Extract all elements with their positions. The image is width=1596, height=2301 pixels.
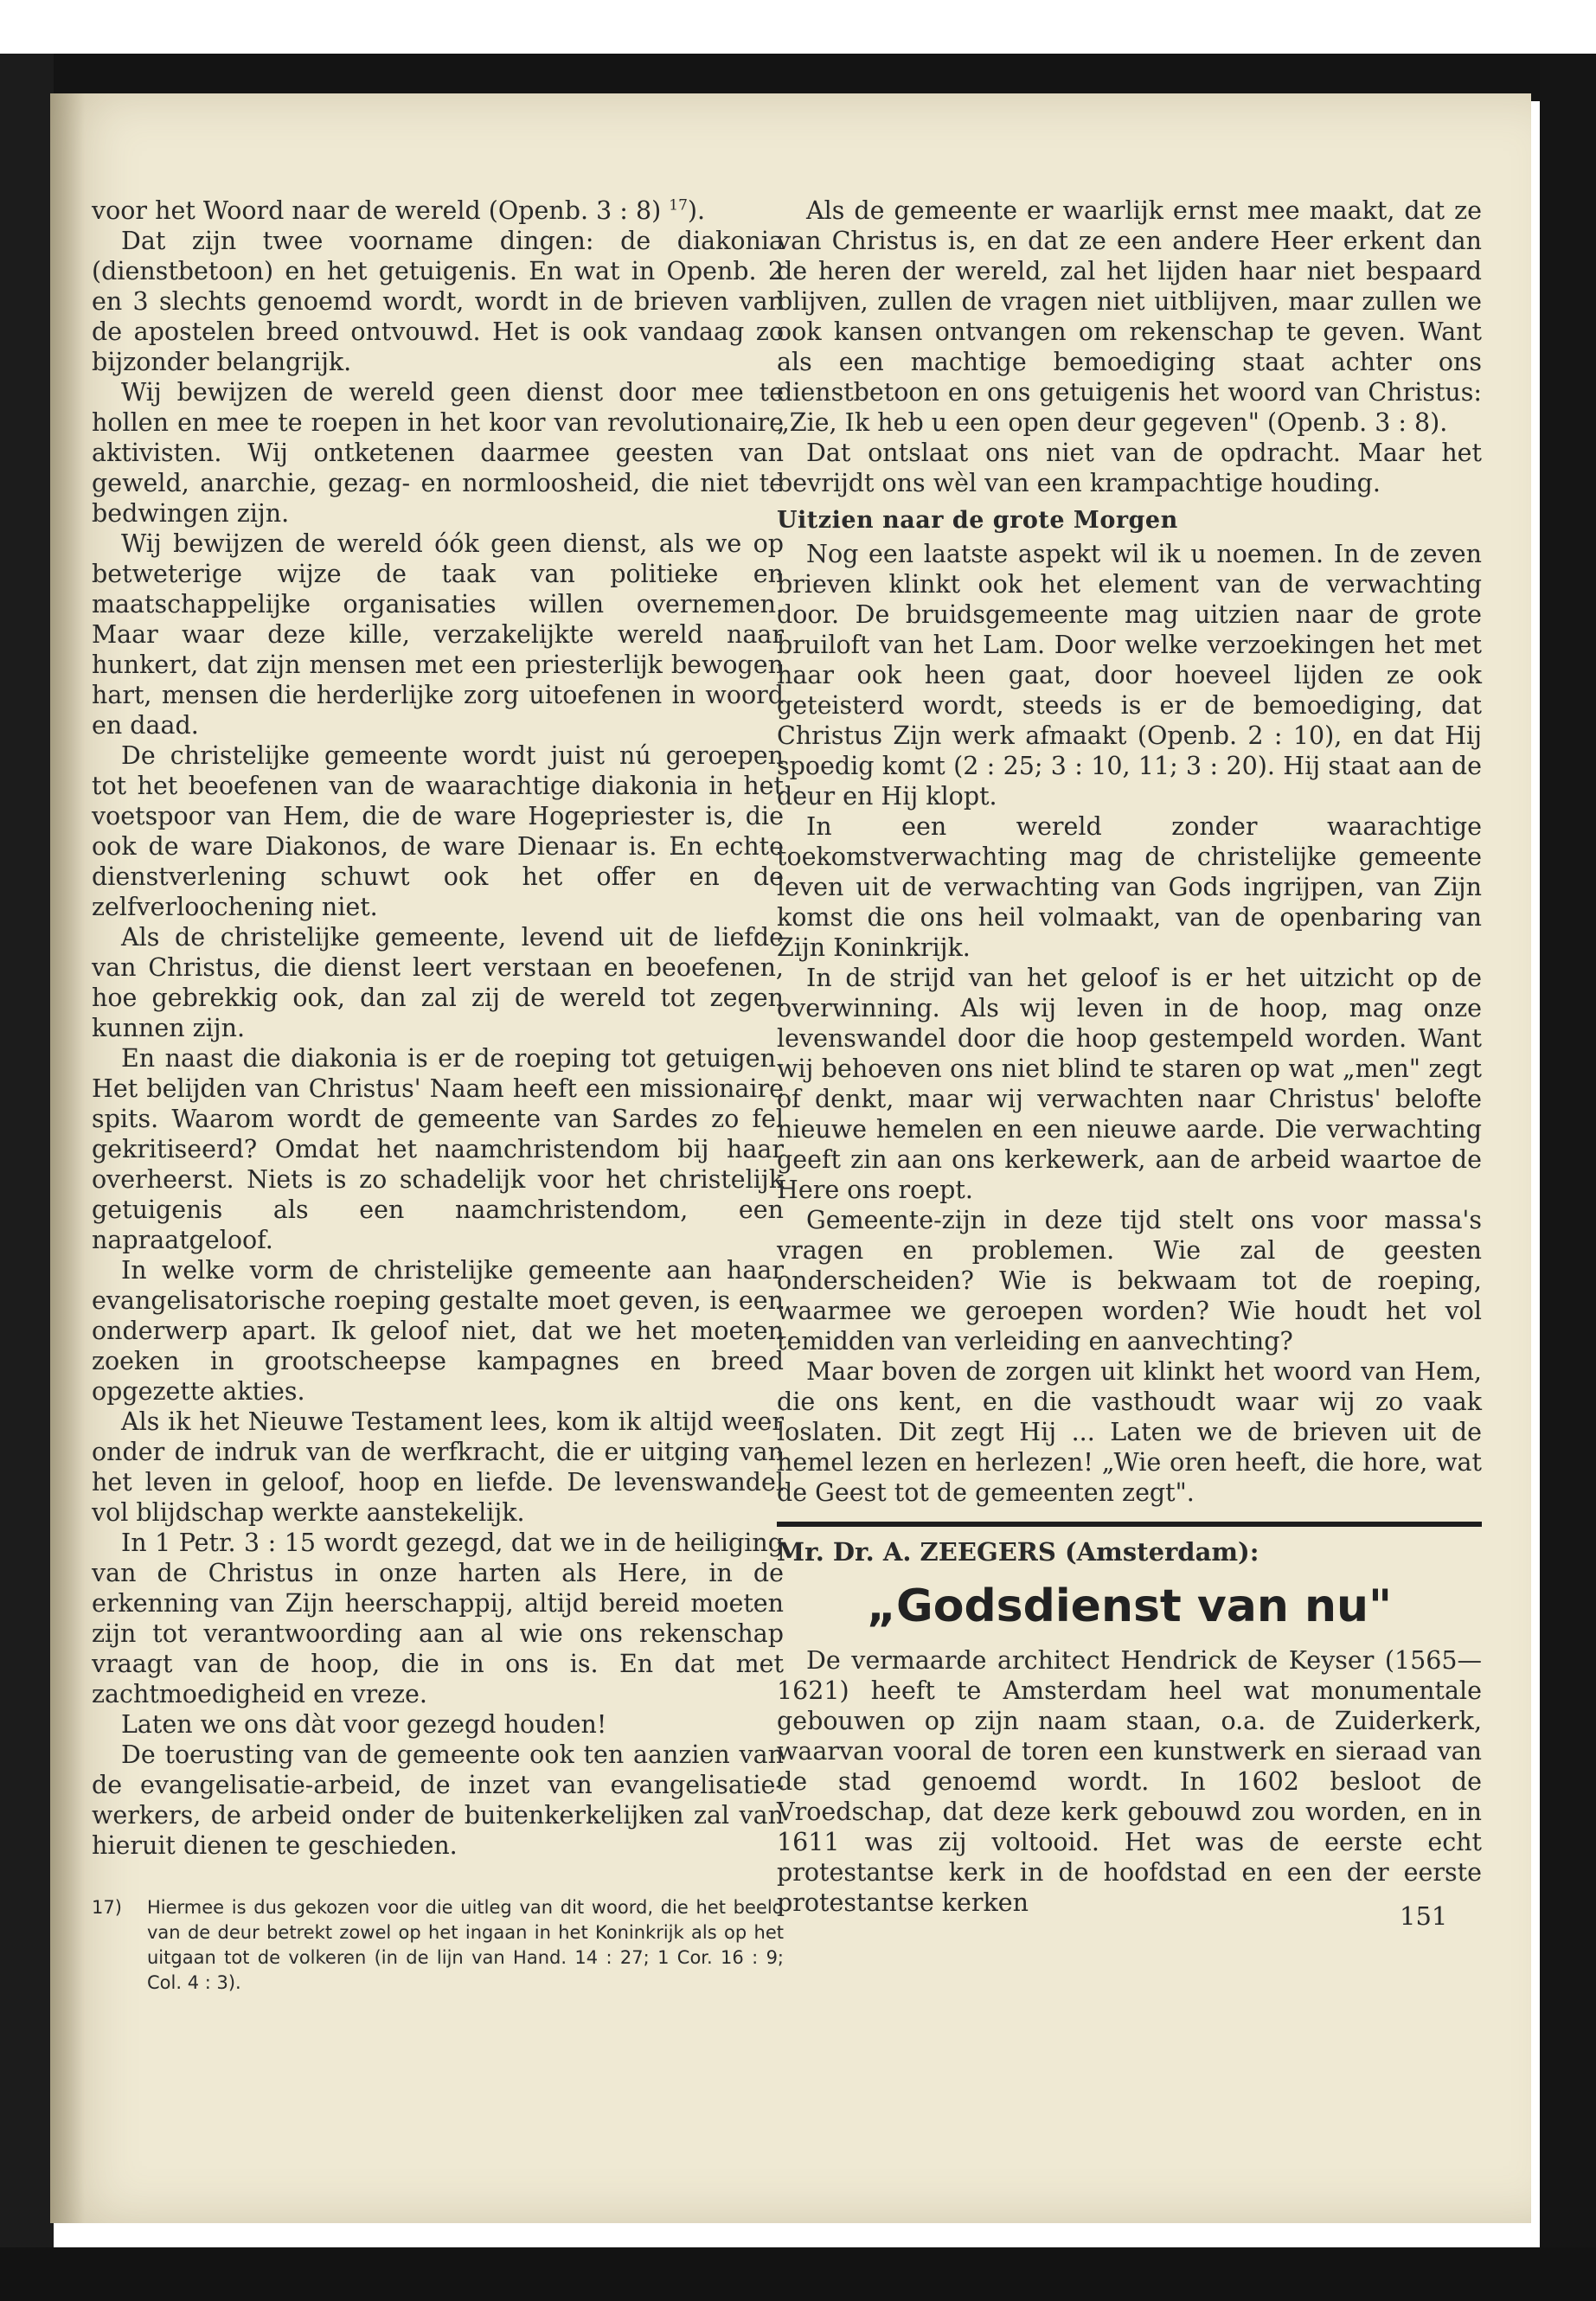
paragraph: De christelijke gemeente wordt juist nú geroepen tot het beoefenen van de waarachtige diakonia in het voetspoor van Hem, die de ware Hogepriester is, die ook de ware Diakonos, de ware Dienaar is. En echte dienstverlening schuwt ook het offer en de zelfverloochening niet.	[92, 741, 784, 921]
paragraph: Als ik het Nieuwe Testament lees, kom ik altijd weer onder de indruk van de werfkracht, die er uitging van het leven in geloof, hoop en liefde. De levenswandel vol blijdschap werkte aanstekelijk.	[92, 1407, 784, 1527]
article-byline: Mr. Dr. A. ZEEGERS (Amsterdam):	[777, 1537, 1259, 1567]
footnote-text: Hiermee is dus gekozen voor die uitleg van dit woord, die het beeld van de deur betrekt zowel op het ingaan in het Koninkrijk als op het uitgaan tot de volkeren (in de lijn van Hand. 14 : 27; 1 Cor. 16 : 9; Col. 4 : 3).	[147, 1897, 784, 1993]
paragraph: Als de gemeente er waarlijk ernst mee maakt, dat ze van Christus is, en dat ze een andere Heer erkent dan de heren der wereld, zal het lijden haar niet bespaard blijven, zullen de vragen niet uitblijven, maar zullen we ook kansen ontvangen om rekenschap te geven. Want als een machtige bemoediging staat achter ons dienstbetoon en ons getuigenis het woord van Christus: „Zie, Ik heb u een open deur gegeven" (Openb. 3 : 8).	[777, 196, 1482, 437]
article-title: „Godsdienst van nu"	[866, 1580, 1393, 1632]
left-column	[92, 195, 784, 1996]
section-heading: Uitzien naar de grote Morgen	[777, 507, 1178, 534]
paragraph: Nog een laatste aspekt wil ik u noemen. In de zeven brieven klinkt ook het element van de verwachting door. De bruidsgemeente mag uitzien naar de grote bruiloft van het Lam. Door welke verzoekingen het met haar ook heen gaat, door hoeveel lijden ze ook geteisterd wordt, steeds is er de bemoediging, dat Christus Zijn werk afmaakt (Openb. 2 : 10), en dat Hij spoedig komt (2 : 25; 3 : 10, 11; 3 : 20). Hij staat aan de deur en Hij klopt.	[777, 540, 1482, 811]
paragraph: Wij bewijzen de wereld geen dienst door mee te hollen en mee te roepen in het koor van revolutionaire aktivisten. Wij ontketenen daarmee geesten van geweld, anarchie, gezag- en normloosheid, die niet te bedwingen zijn.	[92, 378, 784, 528]
paragraph: Maar boven de zorgen uit klinkt het woord van Hem, die ons kent, en die vasthoudt waar wij zo vaak loslaten. Dit zegt Hij ... Laten we de brieven uit de hemel lezen en herlezen! „Wie oren heeft, die hore, wat de Geest tot de gemeenten zegt".	[777, 1357, 1482, 1507]
paragraph: In welke vorm de christelijke gemeente aan haar evangelisatorische roeping gestalte moet geven, is een onderwerp apart. Ik geloof niet, dat we het moeten zoeken in grootscheepse kampagnes en breed opgezette akties.	[92, 1256, 784, 1406]
footnote-mark: 17)	[92, 1897, 122, 1918]
scan-top-margin	[0, 0, 1596, 54]
paragraph: De toerusting van de gemeente ook ten aanzien van de evangelisatie-arbeid, de inzet van evangelisatie-werkers, de arbeid onder de buitenkerkelijken zal van hieruit dienen te geschieden.	[92, 1740, 784, 1860]
paragraph: Gemeente-zijn in deze tijd stelt ons voor massa's vragen en problemen. Wie zal de geesten onderscheiden? Wie is bekwaam tot de roeping, waarmee we geroepen worden? Wie houdt het vol temidden van verleiding en aanvechting?	[777, 1206, 1482, 1356]
right-column-body-after	[777, 539, 1482, 1508]
paragraph: En naast die diakonia is er de roeping tot getuigen. Het belijden van Christus' Naam heeft een missionaire spits. Waarom wordt de gemeente van Sardes zo fel gekritiseerd? Omdat het naamchristendom bij haar overheerst. Niets is zo schadelijk voor het christelijk getuigenis als een naamchristendom, een napraatgeloof.	[92, 1044, 784, 1254]
paragraph: voor het Woord naar de wereld (Openb. 3 : 8) $^{17}$).	[92, 196, 706, 225]
page-gutter-shadow	[50, 93, 85, 2223]
left-column-body	[92, 195, 784, 1861]
paragraph: Als de christelijke gemeente, levend uit de liefde van Christus, die dienst leert verstaan en beoefenen, hoe gebrekkig ook, dan zal zij de wereld tot zegen kunnen zijn.	[92, 923, 784, 1042]
paragraph: Dat ontslaat ons niet van de opdracht. Maar het bevrijdt ons wèl van een krampachtige houding.	[777, 439, 1482, 497]
article-divider	[777, 1522, 1482, 1527]
right-column-body-before	[777, 195, 1482, 498]
scan-frame-left	[0, 54, 54, 2301]
article-first-paragraph: De vermaarde architect Hendrick de Keyser (1565—1621) heeft te Amsterdam heel wat monumentale gebouwen op zijn naam staan, o.a. de Zuiderkerk, waarvan vooral de toren een kunstwerk en sieraad van de stad genoemd wordt. In 1602 besloot de Vroedschap, dat deze kerk gebouwd zou worden, en in 1611 was zij voltooid. Het was de eerste echt protestantse kerk in de hoofdstad en een der eerste protestantse kerken	[777, 1646, 1482, 1917]
footnote	[92, 1895, 784, 1996]
paragraph: Wij bewijzen de wereld óók geen dienst, als we op betweterige wijze de taak van politieke en maatschappelijke organisaties willen overnemen. Maar waar deze kille, verzakelijkte wereld naar hunkert, dat zijn mensen met een priesterlijk bewogen hart, mensen die herderlijke zorg uitoefenen in woord en daad.	[92, 529, 784, 740]
paragraph: Dat zijn twee voorname dingen: de diakonia (dienstbetoon) en het getuigenis. En wat in Openb. 2 en 3 slechts genoemd wordt, wordt in de brieven van de apostelen breed ontvouwd. Het is ook vandaag zo bijzonder belangrijk.	[92, 227, 784, 376]
footnote-reference: 17	[669, 196, 688, 215]
paragraph: In een wereld zonder waarachtige toekomstverwachting mag de christelijke gemeente leven uit de verwachting van Gods ingrijpen, van Zijn komst die ons heil volmaakt, van de openbaring van Zijn Koninkrijk.	[777, 812, 1482, 962]
scan-frame-bottom	[0, 2247, 1596, 2301]
right-column	[777, 195, 1482, 1918]
scan-frame-right	[1540, 54, 1596, 2301]
paragraph: Laten we ons dàt voor gezegd houden!	[121, 1710, 607, 1739]
paragraph: In 1 Petr. 3 : 15 wordt gezegd, dat we in de heiliging van de Christus in onze harten als Here, in de erkenning van Zijn heerschappij, altijd bereid moeten zijn tot verantwoording aan al wie ons rekenschap vraagt van de hoop, die in ons is. En dat met zachtmoedigheid en vreze.	[92, 1529, 784, 1708]
book-page	[50, 93, 1531, 2223]
page-number: 151	[1400, 1901, 1448, 1931]
paragraph: In de strijd van het geloof is er het uitzicht op de overwinning. Als wij leven in de hoop, mag onze levenswandel door die hoop gestempeld worden. Want wij behoeven ons niet blind te staren op wat „men" zegt of denkt, maar wij verwachten naar Christus' belofte nieuwe hemelen en een nieuwe aarde. Die verwachting geeft zin aan ons kerkewerk, aan de arbeid waartoe de Here ons roept.	[777, 964, 1482, 1204]
